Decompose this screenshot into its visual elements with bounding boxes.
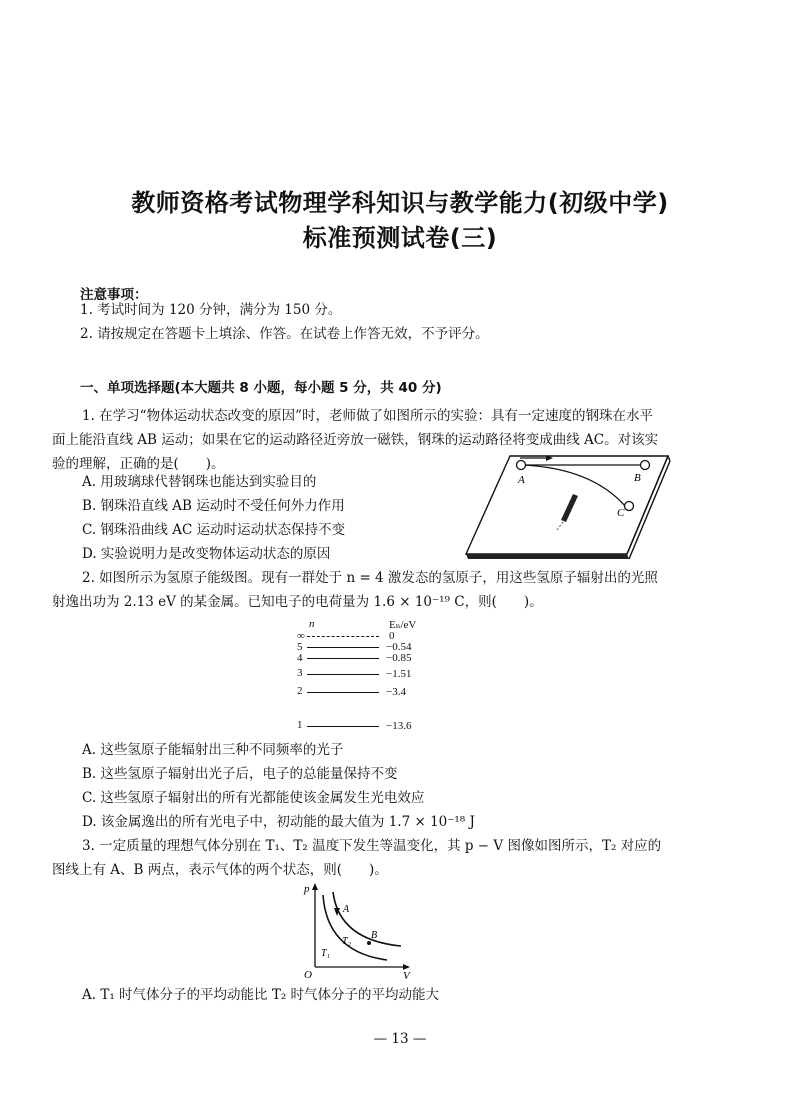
level-e-inf: 0 [389,630,395,642]
question-3-option-a: A. T₁ 时气体分子的平均动能比 T₂ 时气体分子的平均动能大 [82,987,440,1003]
ball-b [641,461,650,470]
page-number: — 13 — [373,1031,427,1047]
v-label: V [403,970,410,980]
level-n-5: 5 [297,641,303,653]
question-1-stem: 1. 在学习“物体运动状态改变的原因”时，老师做了如图所示的实验：具有一定速度的钢珠在水平面上能沿直线 AB 运动；如果在它的运动路径近旁放一磁铁，钢珠的运动路径将变成曲线 AC。对该实验的理解，正确的是( )。 [52,408,659,472]
magnet-experiment-figure [462,450,672,560]
question-1-option-d: D. 实验说明力是改变物体运动状态的原因 [82,546,331,562]
p-label: p [304,883,310,895]
question-2-option-d: D. 该金属逸出的所有光电子中，初动能的最大值为 1.7 × 10⁻¹⁸ J [82,814,475,830]
level-n-2: 2 [297,685,303,697]
level-e-3: −1.51 [386,668,412,680]
level-line-3 [307,674,379,675]
level-n-1: 1 [297,719,303,731]
question-1-option-b: B. 钢珠沿直线 AB 运动时不受任何外力作用 [82,498,345,514]
level-e-5: −0.54 [386,641,412,653]
section-heading: 一、单项选择题(本大题共 8 小题，每小题 5 分，共 40 分) [80,380,442,396]
question-2-option-b: B. 这些氢原子辐射出光子后，电子的总能量保持不变 [82,766,398,782]
level-n-3: 3 [297,667,303,679]
notice-item: 1. 考试时间为 120 分钟，满分为 150 分。 [80,302,342,318]
point-b-label: B [371,930,378,941]
pv-graph [295,880,415,980]
level-line-1 [307,726,379,727]
label-b: B [634,472,641,484]
ball-a [517,461,526,470]
question-2-option-a: A. 这些氢原子能辐射出三种不同频率的光子 [82,742,344,758]
isotherm-t1 [323,895,387,960]
level-n-inf: ∞ [297,630,305,642]
notice-heading: 注意事项： [80,287,148,303]
level-line-inf [307,636,379,637]
origin-label: O [304,969,312,980]
level-e-header: Eₙ/eV [389,619,417,631]
label-c: C [617,507,625,519]
question-2-stem: 2. 如图所示为氢原子能级图。现有一群处于 n = 4 激发态的氢原子，用这些氢原子辐射出的光照射逸出功为 2.13 eV 的某金属。已知电子的电荷量为 1.6 × 10⁻¹⁹ C，则( )。 [52,570,658,610]
magnet [561,494,578,522]
t1-label: T₁ [321,948,331,959]
level-e-4: −0.85 [386,652,412,664]
point-a-label: A [343,904,350,915]
page-subtitle: 标准预测试卷(三) [302,224,498,252]
plate-thickness [466,554,629,559]
level-line-5 [307,647,379,648]
level-e-1: −13.6 [386,720,412,732]
question-3-stem: 3. 一定质量的理想气体分别在 T₁、T₂ 温度下发生等温变化，其 p − V 图像如图所示，T₂ 对应的图线上有 A、B 两点，表示气体的两个状态，则( )。 [52,838,662,878]
level-n-4: 4 [297,652,303,664]
level-line-4 [307,658,379,659]
t2-label: T₂ [342,936,352,947]
level-line-2 [307,692,379,693]
question-1-option-c: C. 钢珠沿曲线 AC 运动时运动状态保持不变 [82,522,346,538]
question-1-option-a: A. 用玻璃球代替钢珠也能达到实验目的 [82,474,317,490]
level-e-2: −3.4 [386,686,406,698]
question-2-option-c: C. 这些氢原子辐射出的所有光都能使该金属发生光电效应 [82,790,425,806]
level-n-header: n [309,618,315,630]
point-b [367,941,371,945]
page-title: 教师资格考试物理学科知识与教学能力(初级中学) [131,189,669,217]
ball-c [625,502,634,511]
label-a: A [518,474,525,486]
notice-item: 2. 请按规定在答题卡上填涂、作答。在试卷上作答无效，不予评分。 [80,326,489,342]
